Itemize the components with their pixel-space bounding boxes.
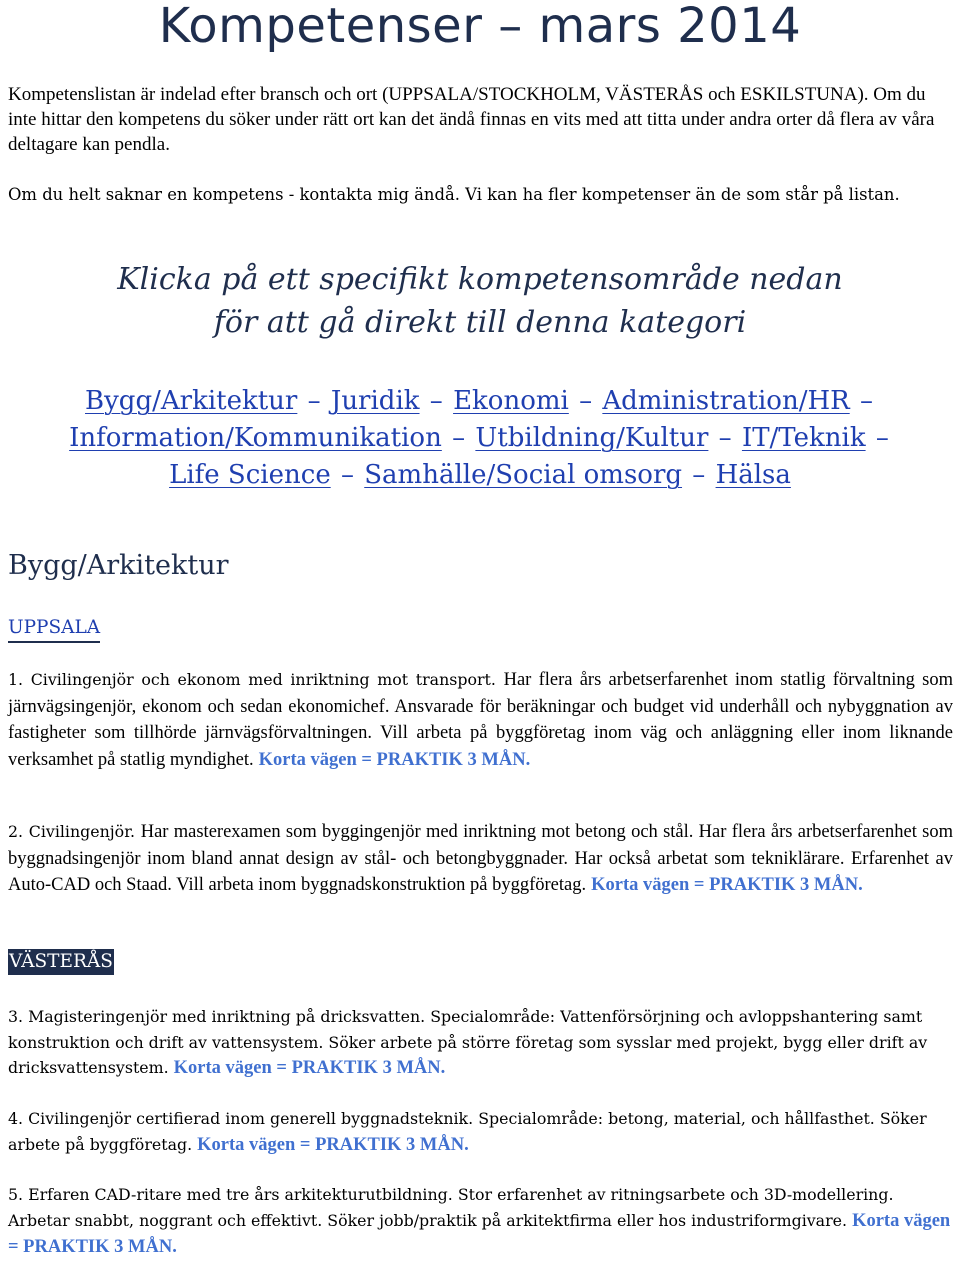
nav-link-ekonomi[interactable]: Ekonomi: [453, 386, 569, 416]
nav-separator: –: [692, 460, 706, 490]
entry-body: Specialområde: Vattenförsörjning och avloppshantering samt konstruktion och drift av vattensystem. Söker arbete på större företag som sysslar med projekt, bygg eller drift av dricksvattensystem.: [8, 1007, 928, 1077]
entry-lead: 1. Civilingenjör och ekonom med inriktning mot transport.: [8, 670, 496, 689]
entry-body: Stor erfarenhet av ritningsarbete och 3D-modellering. Arbetar snabbt, noggrant och effektivt. Söker jobb/praktik på arkitektfirma eller hos industriformgivare.: [8, 1185, 894, 1230]
nav-link-juridik[interactable]: Juridik: [330, 386, 420, 416]
nav-link-information-kommunikation[interactable]: Information/Kommunikation: [69, 423, 442, 453]
competence-entry-2: [8, 819, 953, 899]
nav-separator: –: [718, 423, 732, 453]
nav-link-it-teknik[interactable]: IT/Teknik: [741, 423, 866, 453]
intro-paragraph: Kompetenslistan är indelad efter bransch och ort (UPPSALA/STOCKHOLM, VÄSTERÅS och ESKILSTUNA). Om du inte hittar den kompetens du söker under rätt ort kan det ändå finnas en vits med att titta under andra orter då flera av våra deltagare kan pendla.: [8, 84, 935, 155]
entry-cta: Korta vägen = PRAKTIK 3 MÅN.: [591, 875, 863, 895]
nav-separator: –: [875, 423, 889, 453]
page-title: Kompetenser – mars 2014: [158, 0, 802, 54]
lead-line-2: för att gå direkt till denna kategori: [213, 305, 747, 340]
category-nav-row-3: [0, 457, 960, 494]
entry-body: Har flera års arbetserfarenhet inom statlig förvaltning som järnvägsingenjör, ekonom och sedan ekonomichef. Ansvarade för beräkningar och budget vid underhåll och nybyggnation av fastigheter som tillhörde järnvägsförvaltningen. Vill arbeta på byggföretag inom väg och anläggning eller inom liknande verksamhet på statlig myndighet.: [8, 670, 953, 770]
competence-entry-5: [8, 1182, 953, 1261]
nav-separator: –: [859, 386, 873, 416]
entry-lead: 5. Erfaren CAD-ritare med tre års arkitekturutbildning.: [8, 1185, 453, 1204]
entry-lead: 4. Civilingenjör certifierad inom generell byggnadsteknik.: [8, 1109, 474, 1128]
lead-line-1: Klicka på ett specifikt kompetensområde nedan: [117, 262, 843, 297]
city-label-uppsala: UPPSALA: [8, 615, 100, 643]
intro-contact-paragraph: Om du helt saknar en kompetens - kontakta mig ändå. Vi kan ha fler kompetenser än de som står på listan.: [8, 185, 900, 204]
nav-link-halsa[interactable]: Hälsa: [715, 460, 791, 490]
nav-link-life-science[interactable]: Life Science: [169, 460, 331, 490]
competence-entry-4: [8, 1106, 953, 1158]
navigation-lead: [0, 258, 960, 344]
entry-cta: Korta vägen = PRAKTIK 3 MÅN.: [173, 1058, 446, 1078]
nav-separator: –: [307, 386, 321, 416]
city-label-vasteras: VÄSTERÅS: [8, 949, 114, 975]
nav-link-bygg-arkitektur[interactable]: Bygg/Arkitektur: [85, 386, 298, 416]
competence-entry-3: [8, 1004, 953, 1082]
nav-separator: –: [579, 386, 593, 416]
nav-separator: –: [340, 460, 354, 490]
entry-body: Har masterexamen som byggingenjör med inriktning mot betong och stål. Har flera års arbetserfarenhet som byggnadsingenjör inom bland annat design av stål- och betongbyggnader. Har också arbetat som tekniklärare. Erfarenhet av Auto-CAD och Staad. Vill arbeta inom byggnadskonstruktion på byggföretag.: [8, 822, 953, 895]
competence-entry-1: [8, 667, 953, 773]
entry-body: Specialområde: betong, material, och hållfasthet. Söker arbete på byggföretag.: [8, 1109, 927, 1154]
nav-separator: –: [429, 386, 443, 416]
nav-link-samhalle-social-omsorg[interactable]: Samhälle/Social omsorg: [364, 460, 683, 490]
entry-lead: 3. Magisteringenjör med inriktning på dricksvatten.: [8, 1007, 426, 1026]
nav-link-utbildning-kultur[interactable]: Utbildning/Kultur: [475, 423, 709, 453]
category-nav-row-1: [0, 383, 960, 420]
nav-link-administration-hr[interactable]: Administration/HR: [602, 386, 850, 416]
nav-separator: –: [452, 423, 466, 453]
section-heading: Bygg/Arkitektur: [8, 550, 229, 581]
category-nav-row-2: [0, 420, 960, 457]
entry-cta: Korta vägen = PRAKTIK 3 MÅN.: [8, 1210, 951, 1257]
entry-cta: Korta vägen = PRAKTIK 3 MÅN.: [197, 1134, 469, 1155]
entry-lead: 2. Civilingenjör.: [8, 822, 136, 841]
entry-cta: Korta vägen = PRAKTIK 3 MÅN.: [258, 749, 531, 770]
